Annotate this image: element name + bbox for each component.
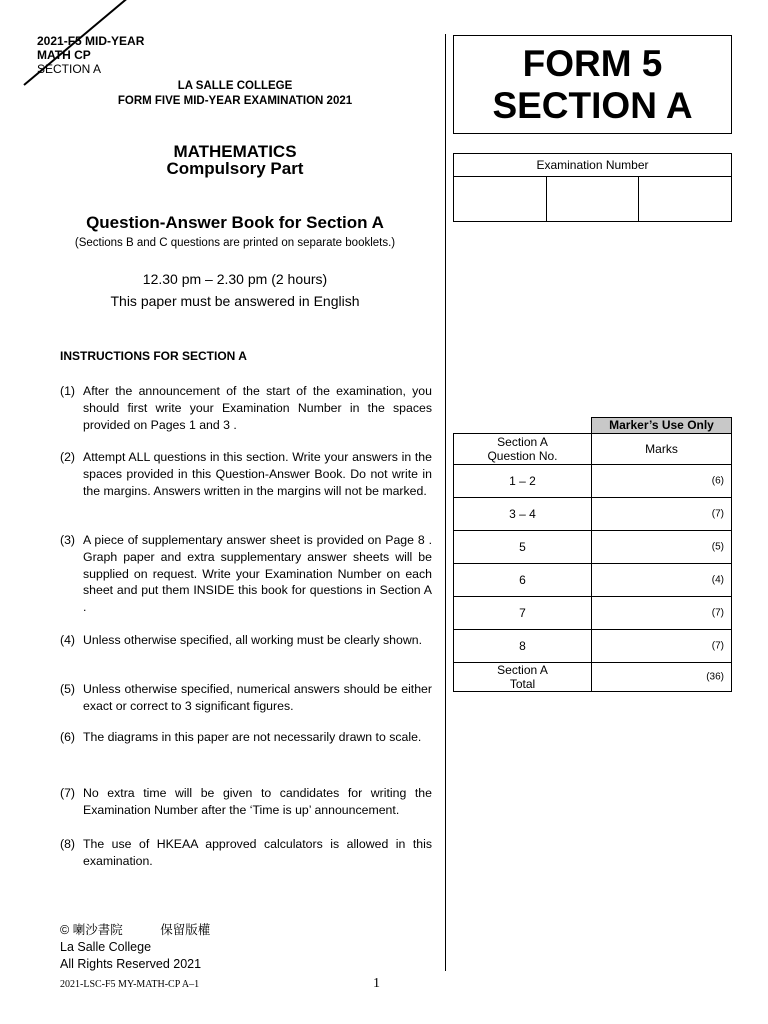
marks-column-header: Marks xyxy=(592,434,732,465)
instruction-text: The use of HKEAA approved calculators is allowed in this examination. xyxy=(83,837,432,868)
instructions-heading: INSTRUCTIONS FOR SECTION A xyxy=(60,349,247,363)
total-label: Section A Total xyxy=(454,663,592,692)
column-divider xyxy=(445,34,446,971)
question-number: 7 xyxy=(454,597,592,630)
question-number: 8 xyxy=(454,630,592,663)
marks-cell[interactable] xyxy=(592,630,732,663)
marks-cell[interactable] xyxy=(592,465,732,498)
total-marks-cell[interactable] xyxy=(592,663,732,692)
instruction-number: (4) xyxy=(60,633,76,647)
form-section-box xyxy=(453,35,732,134)
question-number: 5 xyxy=(454,531,592,564)
school-name: LA SALLE COLLEGE xyxy=(177,80,293,92)
instruction-number: (7) xyxy=(60,786,76,800)
instruction-item xyxy=(60,836,432,870)
instruction-text: No extra time will be given to candidates for writing the Examination Number after the ‘Time is up’ announcement. xyxy=(83,786,432,817)
instruction-number: (6) xyxy=(60,730,76,744)
instruction-text: The diagrams in this paper are not necessarily drawn to scale. xyxy=(83,730,422,744)
paper-code: 2021-LSC-F5 MY-MATH-CP A–1 xyxy=(60,979,200,990)
table-row xyxy=(454,498,732,531)
corner-label xyxy=(37,34,144,76)
subject-title: MATHEMATICS xyxy=(173,142,297,161)
table-row xyxy=(454,597,732,630)
max-marks: (4) xyxy=(711,574,724,586)
question-number: 6 xyxy=(454,564,592,597)
marks-cell[interactable] xyxy=(592,531,732,564)
instruction-text: A piece of supplementary answer sheet is provided on Page 8 . Graph paper and extra supplementary answer sheets will be supplied on request. Write your Examination Number on each sheet and put them INSIDE this book for questions in Section A . xyxy=(83,533,432,615)
copyright-name: La Salle College xyxy=(60,940,152,954)
section-label: SECTION A xyxy=(492,84,693,126)
max-marks: (5) xyxy=(711,541,724,553)
marker-use-header: Marker’s Use Only xyxy=(591,417,732,434)
instruction-text: Unless otherwise specified, all working must be clearly shown. xyxy=(83,633,422,647)
instruction-text: Unless otherwise specified, numerical answers should be either exact or correct to 3 significant figures. xyxy=(83,682,432,713)
question-number: 1 – 2 xyxy=(454,465,592,498)
marks-table-header xyxy=(454,434,732,465)
marks-cell[interactable] xyxy=(592,498,732,531)
copyright-chinese-rights: 保留版權 xyxy=(160,922,211,937)
question-number: 3 – 4 xyxy=(454,498,592,531)
total-row xyxy=(454,663,732,692)
subject-part: Compulsory Part xyxy=(166,159,304,178)
corner-line-3: SECTION A xyxy=(37,62,102,76)
exam-number-cell[interactable] xyxy=(547,177,640,221)
exam-number-box xyxy=(453,153,732,222)
instruction-item xyxy=(60,383,432,433)
copyright-rights: All Rights Reserved 2021 xyxy=(60,957,202,971)
marks-cell[interactable] xyxy=(592,564,732,597)
corner-line-2: MATH CP xyxy=(37,48,91,62)
exam-number-cell[interactable] xyxy=(454,177,547,221)
instruction-number: (5) xyxy=(60,682,76,696)
max-marks: (7) xyxy=(711,607,724,619)
instruction-item xyxy=(60,785,432,819)
corner-line-1: 2021-F5 MID-YEAR xyxy=(37,34,145,48)
exam-number-label: Examination Number xyxy=(454,154,731,177)
instruction-item xyxy=(60,681,432,715)
instruction-number: (8) xyxy=(60,837,76,851)
exam-title: FORM FIVE MID-YEAR EXAMINATION 2021 xyxy=(117,95,353,107)
table-row xyxy=(454,531,732,564)
book-title: Question-Answer Book for Section A xyxy=(86,213,384,232)
instruction-text: Attempt ALL questions in this section. Write your answers in the spaces provided in this Question-Answer Book. Do not write in the margins. Answers written in the margins will not be marked. xyxy=(83,450,432,498)
table-row xyxy=(454,630,732,663)
copyright-chinese-name: 喇沙書院 xyxy=(72,922,123,937)
page-number: 1 xyxy=(373,976,380,991)
table-row xyxy=(454,564,732,597)
marks-cell[interactable] xyxy=(592,597,732,630)
instruction-item xyxy=(60,449,432,499)
exam-time: 12.30 pm – 2.30 pm (2 hours) xyxy=(142,271,328,287)
copyright-symbol: © xyxy=(60,923,70,937)
copyright-block xyxy=(60,921,210,973)
exam-number-cell[interactable] xyxy=(639,177,731,221)
instruction-number: (2) xyxy=(60,450,76,464)
marks-table xyxy=(453,433,732,692)
table-row xyxy=(454,465,732,498)
instruction-number: (1) xyxy=(60,384,76,398)
total-max-marks: (36) xyxy=(706,671,724,683)
instruction-item xyxy=(60,729,432,746)
form-label: FORM 5 xyxy=(522,42,663,84)
instruction-item xyxy=(60,632,432,649)
max-marks: (7) xyxy=(711,508,724,520)
max-marks: (7) xyxy=(711,640,724,652)
book-note: (Sections B and C questions are printed on separate booklets.) xyxy=(74,237,396,249)
instruction-number: (3) xyxy=(60,533,76,547)
question-column-header: Section A Question No. xyxy=(454,434,592,465)
instruction-text: After the announcement of the start of the examination, you should first write your Examination Number in the spaces provided on Pages 1 and 3 . xyxy=(83,384,432,432)
instruction-item xyxy=(60,532,432,616)
max-marks: (6) xyxy=(711,475,724,487)
exam-language: This paper must be answered in English xyxy=(110,293,360,309)
